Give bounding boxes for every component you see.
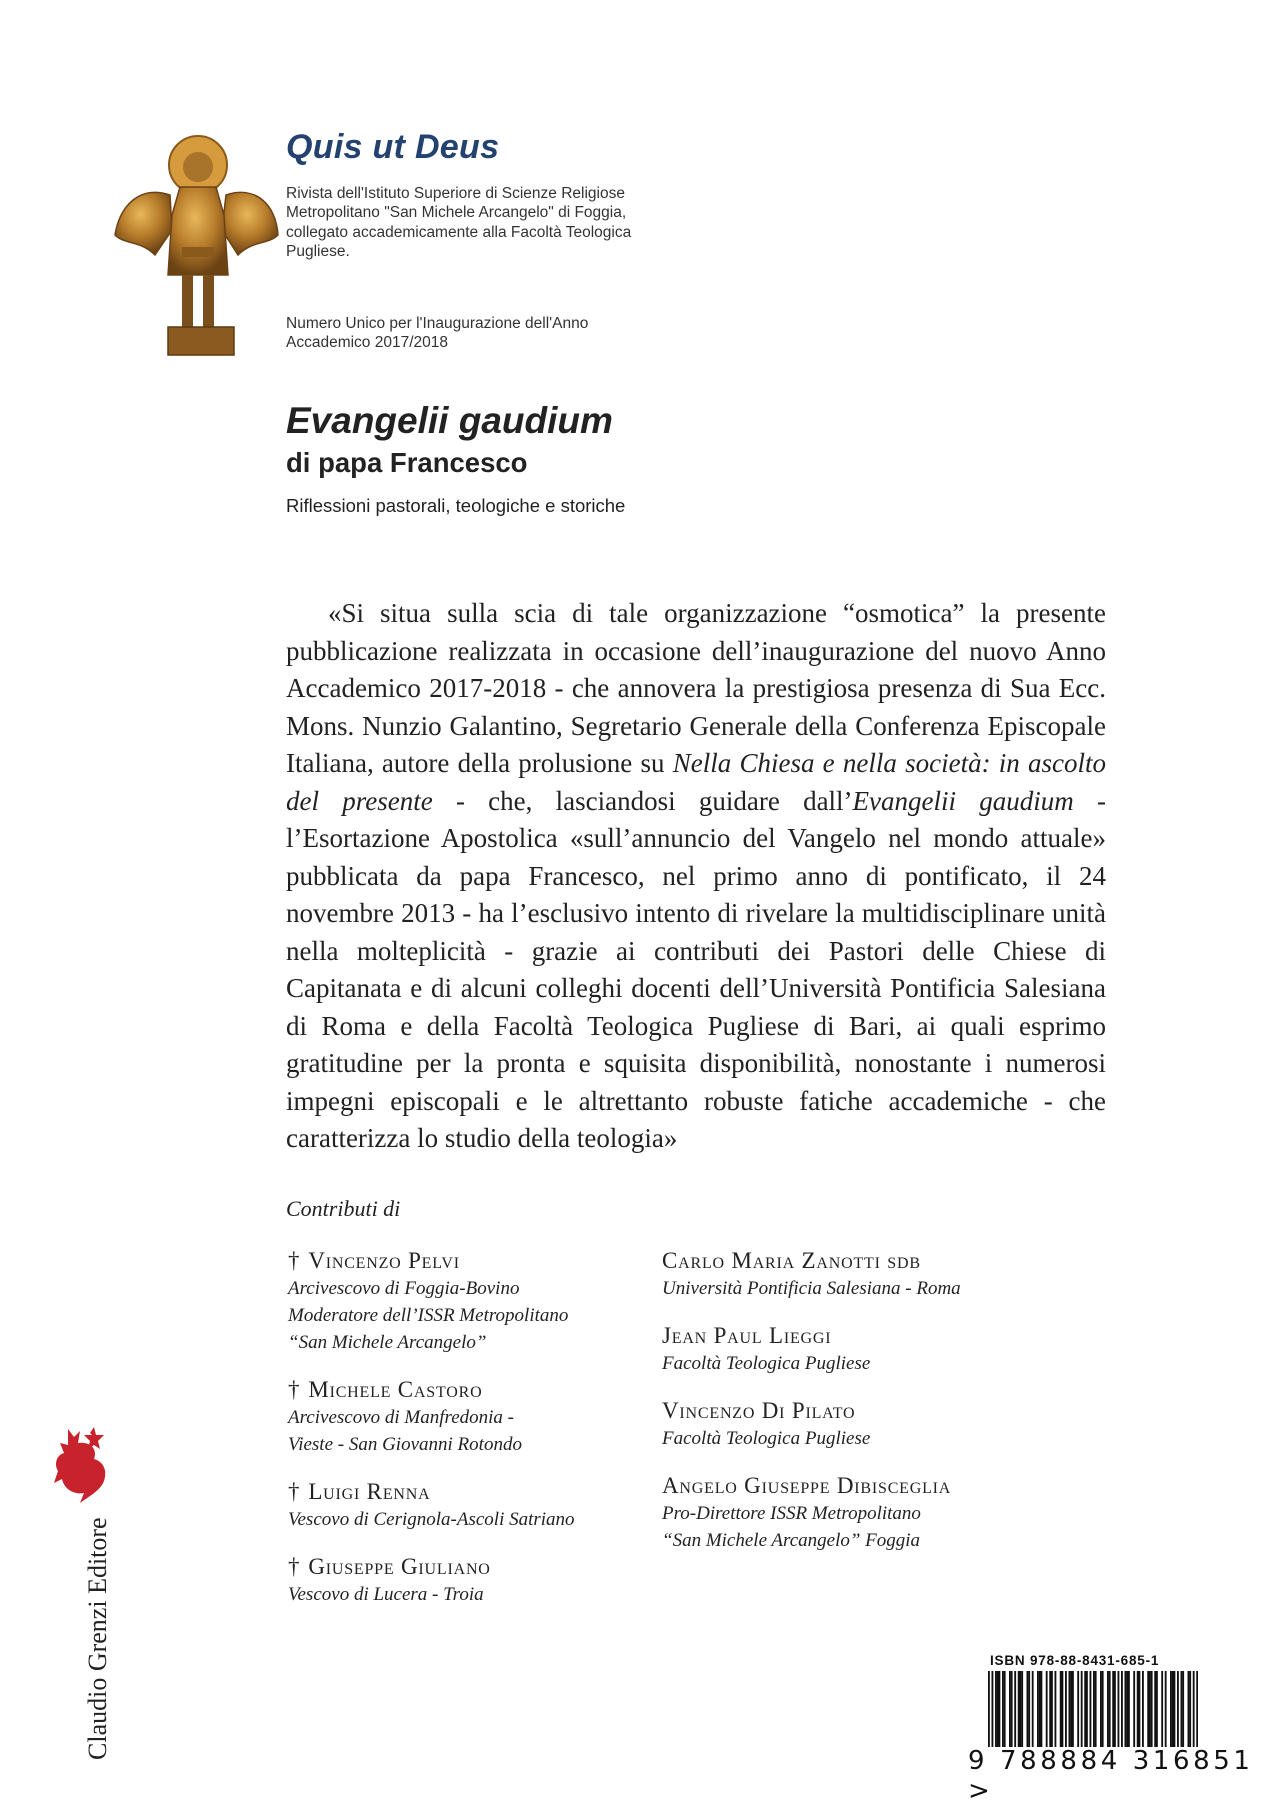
barcode-bar [1081,1671,1083,1747]
barcode-bar [1128,1671,1130,1747]
barcode-bar [1014,1671,1016,1747]
barcode-bar [1004,1671,1006,1747]
barcode-bar [1060,1671,1062,1747]
barcode-bar [1156,1671,1158,1747]
contributors-heading: Contributi di [286,1196,401,1221]
barcode-bar [995,1671,997,1747]
contributor-name: Jean Paul Lieggi [662,1323,832,1348]
contributor-name: † Giuseppe Giuliano [288,1554,491,1579]
barcode-bar [1142,1671,1144,1747]
barcode-bar [1172,1671,1174,1747]
contributor-name: † Vincenzo Pelvi [288,1248,460,1273]
barcode-bar [1118,1671,1120,1747]
barcode-bar [1189,1671,1191,1747]
barcode-bar [1177,1671,1179,1747]
barcode-bar [1109,1671,1111,1747]
barcode-bar [1021,1671,1023,1747]
barcode-bar [988,1671,990,1747]
barcode-bar [1084,1671,1086,1747]
issue-note: Numero Unico per l'Inaugurazione dell'Anno Accademico 2017/2018 [286,315,589,352]
contributor [662,1322,1102,1377]
barcode-bar [1100,1671,1102,1747]
barcode-bar [1065,1671,1067,1747]
barcode-bar [1070,1671,1072,1747]
quote-text-part: - che, lasciandosi guidare dall’ [432,785,853,816]
archangel-statue-image [110,125,280,360]
barcode-bar [1151,1671,1153,1747]
barcode-bar [1170,1671,1172,1747]
contributor-role: Facoltà Teologica Pugliese [662,1353,871,1374]
barcode-bar [1041,1671,1043,1747]
barcode-bar [1196,1671,1198,1747]
quote-text-part: «Si situa sulla scia di tale organizzazione “osmotica” la presente pubblicazione realizzata in occasione dell’inaugurazione del nuovo Anno Accademico 2017-2018 - che annovera la prestigiosa presenza di Sua Ecc. Mons. Nunzio Galantino, Segretario Generale della Conferenza Episcopale Italiana, autore della prolusione su [286,598,1106,778]
contributor-role: Moderatore dell’ISSR Metropolitano [288,1305,569,1326]
barcode-bar [1193,1671,1195,1747]
contributor-role: Arcivescovo di Manfredonia - [288,1407,514,1428]
quote-italic-title: Evangelii gaudium [852,785,1074,816]
barcode-bar [1139,1671,1141,1747]
contributor-name: † Luigi Renna [288,1479,431,1504]
barcode-bar [1114,1671,1116,1747]
barcode-bar [1037,1671,1039,1747]
dagger-icon: † [288,1479,301,1504]
barcode-bar [1181,1671,1183,1747]
griffin-logo-icon [50,1425,112,1507]
barcode-bar [1102,1671,1104,1747]
contributor-role: Arcivescovo di Foggia-Bovino [288,1278,520,1299]
barcode-bar [992,1671,994,1747]
contributor-role: Pro-Direttore ISSR Metropolitano [662,1503,921,1524]
barcode-bar [999,1671,1001,1747]
barcode-bar [1009,1671,1011,1747]
contributors-right-column [662,1247,1102,1574]
barcode-bar [1133,1671,1135,1747]
book-tagline: Riflessioni pastorali, teologiche e storiche [286,495,626,516]
barcode-bar [1107,1671,1109,1747]
barcode-bar [1090,1671,1092,1747]
barcode-bar [1011,1671,1013,1747]
barcode-bar [1027,1671,1029,1747]
barcode-bar [1072,1671,1074,1747]
book-title: Evangelii gaudium [286,400,613,441]
contributor-role: Vieste - San Giovanni Rotondo [288,1434,522,1455]
barcode-bar [1002,1671,1004,1747]
barcode-digits: 9 788884 316851 > [968,1746,1254,1806]
barcode-bar [1069,1671,1071,1747]
journal-title: Quis ut Deus [286,128,500,166]
barcode-bar [1086,1671,1088,1747]
contributor-name: Vincenzo Di Pilato [662,1398,856,1423]
contributor-role: Vescovo di Cerignola-Ascoli Satriano [288,1509,575,1530]
barcode-bar [1161,1671,1163,1747]
barcode-bar [1049,1671,1051,1747]
journal-description: Rivista dell'Istituto Superiore di Scienze Religiose Metropolitano "San Michele Arcangelo" di Foggia, collegato accademicamente alla Facoltà Teologica Pugliese. [286,185,632,261]
barcode-bar [1062,1671,1064,1747]
barcode-bar [1121,1671,1123,1747]
quote-text-part: - l’Esortazione Apostolica «sull’annuncio del Vangelo nel mondo attuale» pubblicata da papa Francesco, nel primo anno di pontificato, il 24 novembre 2013 - ha l’esclusivo intento di rivelare la multidisciplinare unità nella molteplicità - grazie ai contributi dei Pastori delle Chiese di Capitanata e di alcuni colleghi docenti dell’Università Pontificia Salesiana di Roma e della Facoltà Teologica Pugliese di Bari, ai quali esprimo gratitudine per la pronta e squisita disponibilità, nonostante i numerosi impegni episcopali e le altrettanto robuste fatiche accademiche - che caratterizza lo studio della teologia» [286,785,1107,1153]
isbn-label: ISBN 978-88-8431-685-1 [990,1653,1160,1668]
barcode-bar [1020,1671,1022,1747]
barcode-bar [1055,1671,1057,1747]
barcode-bar [997,1671,999,1747]
barcode-bar [1182,1671,1184,1747]
barcode-bar [1165,1671,1167,1747]
quote-paragraph [286,595,1106,1158]
barcode-bar [1095,1671,1097,1747]
barcode-bar [1051,1671,1053,1747]
barcode-bar [1077,1671,1079,1747]
barcode-bar [1147,1671,1149,1747]
contributor [662,1472,1102,1554]
contributor-name: Carlo Maria Zanotti sdb [662,1248,921,1273]
dagger-icon: † [288,1554,301,1579]
barcode-bar [1154,1671,1156,1747]
barcode-bar [1125,1671,1127,1747]
barcode-bar [1018,1671,1020,1747]
contributor-role: Università Pontificia Salesiana - Roma [662,1278,961,1299]
barcode-bar [1174,1671,1176,1747]
contributor-role: Vescovo di Lucera - Troia [288,1584,484,1605]
dagger-icon: † [288,1248,301,1273]
publisher-name: Claudio Grenzi Editore [83,1517,112,1760]
contributor-name: † Michele Castoro [288,1377,483,1402]
barcode-bar [1093,1671,1095,1747]
quote-italic-title: Nella Chiesa e nella società: in ascolto del presente [286,748,1106,816]
barcode-image [988,1671,1198,1747]
barcode-bar [1126,1671,1128,1747]
barcode-bar [1137,1671,1139,1747]
barcode-bar [1188,1671,1190,1747]
barcode-bar [1032,1671,1034,1747]
contributor-name: Angelo Giuseppe Dibisceglia [662,1473,952,1498]
barcode-bar [1149,1671,1151,1747]
barcode-bar [1046,1671,1048,1747]
contributor-role: “San Michele Arcangelo” [288,1332,487,1353]
barcode-bar [1112,1671,1114,1747]
contributor [662,1247,1102,1302]
dagger-icon: † [288,1377,301,1402]
contributor-role: Facoltà Teologica Pugliese [662,1428,871,1449]
book-subtitle: di papa Francesco [286,447,528,478]
barcode-bar [1028,1671,1030,1747]
contributor [662,1397,1102,1452]
barcode-bar [1039,1671,1041,1747]
contributor-role: “San Michele Arcangelo” Foggia [662,1530,921,1551]
